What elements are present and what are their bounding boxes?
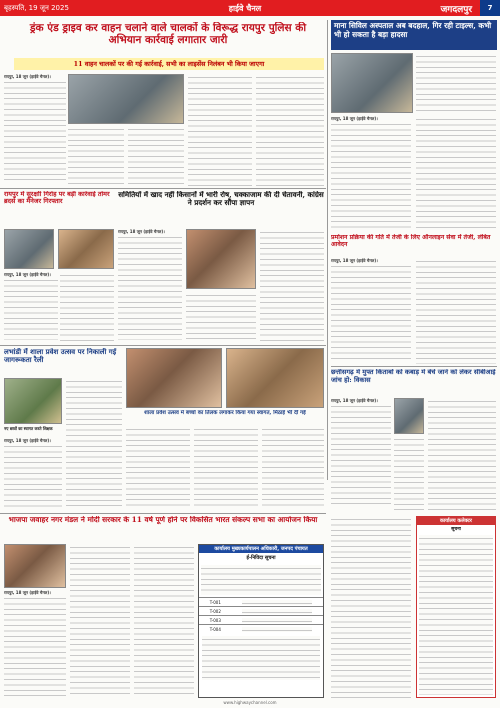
tender-notice	[198, 544, 324, 698]
promotion-text-col-1	[331, 258, 411, 364]
rally-text-col-2	[66, 378, 122, 510]
rally-photo-caption: नए छात्रों का स्वागत करते शिक्षक	[4, 426, 53, 431]
tender-row: T-001	[199, 597, 323, 606]
gang-photo-1	[4, 229, 54, 269]
tender-title: कार्यालय मुख्यकार्यपालन अधिकारी, जनपद पंचायत	[199, 545, 323, 553]
bjp-text-col-1	[4, 590, 66, 698]
books-portrait	[394, 398, 424, 434]
section-divider	[0, 188, 326, 189]
school-photo-2	[226, 348, 324, 408]
gang-headline: रायपुर में सुरक्षाी गिरोह पर बड़ी कार्रवाई तोमर ब्रदर्स का मैनेजर गिरफ्तार	[4, 191, 110, 206]
section-divider	[331, 366, 497, 367]
gang-text-col-1	[4, 272, 58, 342]
lead-headline: ड्रंक एंड ड्राइव कर वाहन चलाने वाले चालकों के विरूद्ध रायपुर पुलिस की अभियान कार्रवाई लगातार जारी	[29, 22, 307, 47]
paper-name: हाईवे चैनल	[228, 3, 262, 13]
farmers-photo	[186, 229, 256, 289]
right-bottom-text-col-1	[331, 516, 411, 698]
rally-text-col-1	[4, 438, 62, 510]
bjp-text-col-3	[134, 544, 194, 698]
gang-dateline: रायपुर, 18 जून (हाईवे चैनल)।	[4, 272, 51, 277]
gang-photo-2	[58, 229, 114, 269]
promotion-headline: प्रमोशन प्रक्रिया की गति में तेजी के लिए ऑनलाइन सेवा में तेजी, लंबित आवेदन	[331, 234, 491, 249]
books-text-col-2	[394, 436, 424, 510]
school-text-col-3	[262, 426, 324, 510]
section-divider	[0, 345, 326, 346]
section-divider	[0, 513, 326, 514]
right-top-dateline: रायपुर, 18 जून (हाईवे चैनल)।	[331, 116, 378, 121]
tender-row: T-002	[199, 606, 323, 615]
lead-banner: 11 वाहन चालकों पर की गई कार्रवाई, सभी का लाइसेंस निलंबन भी किया जाएगा	[14, 58, 324, 70]
lead-text-col-3	[128, 126, 184, 186]
school-text-col-1	[126, 426, 190, 510]
farmers-text-col-3	[260, 229, 324, 342]
rally-headline: लभांडी में शाला प्रवेश उत्सव पर निकाली गई जागरूकता रैली	[4, 348, 117, 365]
lead-text-col-4	[188, 74, 252, 186]
sidebar-subtitle: सूचना	[451, 527, 461, 532]
promotion-dateline: रायपुर, 18 जून (हाईवे चैनल)।	[331, 258, 378, 263]
books-headline: छत्तीसगढ़ में मुफ्त किताबों को कबाड़ में बेचे जाने को लेकर सीबीआई जांच हो: विकास	[331, 369, 496, 384]
right-top-text-col-3	[416, 116, 496, 231]
issue-date: बृहस्पति, 19 जून 2025	[4, 3, 69, 12]
lead-photo	[68, 74, 184, 124]
hospital-photo	[331, 53, 413, 113]
lead-text-col-1	[4, 74, 66, 186]
gang-text-col-2	[60, 272, 114, 342]
right-top-text-col-2	[331, 116, 411, 231]
school-photo-1	[126, 348, 222, 408]
page-number: 7	[480, 0, 500, 16]
tender-row: T-003	[199, 615, 323, 624]
promotion-text-col-2	[416, 258, 496, 364]
school-text-col-2	[194, 426, 258, 510]
sidebar-notice	[416, 516, 496, 698]
school-caption: शाला प्रवेश उत्सव में बच्चों का तिलक लगाकर किया गया स्वागत, मिठाई भी दी गई	[144, 410, 306, 416]
column-divider	[327, 20, 328, 480]
farmers-dateline: रायपुर, 18 जून (हाईवे चैनल)।	[118, 229, 165, 234]
farmers-headline: समितियों में खाद नहीं किसानों में भारी रोष, चक्काजाम की दी चेतावनी, कांग्रेस ने प्रदर्शन कर सौंपा ज्ञापन	[118, 191, 324, 208]
lead-text-col-5	[256, 74, 324, 186]
page-footer: www.highwaychannel.com	[223, 700, 277, 705]
books-dateline: रायपुर, 18 जून (हाईवे चैनल)।	[331, 398, 378, 403]
bjp-photo	[4, 544, 66, 588]
right-top-headline: माना सिविल अस्पताल अब बदहाल, गिर रही टाइल्स, कभी भी हो सकता है बड़ा हादसा	[331, 20, 497, 50]
tender-row: T-004	[199, 624, 323, 633]
books-text-col-3	[428, 398, 496, 510]
lead-text-col-2	[68, 126, 124, 186]
rally-dateline: रायपुर, 18 जून (हाईवे चैनल)।	[4, 438, 51, 443]
lead-dateline: रायपुर, 18 जून (हाईवे चैनल)।	[4, 74, 51, 79]
edition-city: जगदलपुर	[440, 4, 472, 15]
sidebar-title: कार्यालय कलेक्टर	[417, 517, 495, 525]
rally-photo	[4, 378, 62, 424]
tender-subtitle: ई-निविदा सूचना	[246, 555, 276, 561]
farmers-text-col-2	[186, 292, 256, 342]
books-text-col-1	[331, 398, 391, 510]
farmers-text-col-1	[118, 229, 182, 342]
bjp-text-col-2	[70, 544, 130, 698]
right-top-text-col-1	[416, 53, 496, 113]
bjp-headline: भाजपा जवाहर नगर मंडल ने मोदी सरकार के 11 वर्ष पूर्ण होने पर विकसित भारत संकल्प सभा का आयोजन किया	[8, 516, 318, 524]
bjp-dateline: रायपुर, 18 जून (हाईवे चैनल)।	[4, 590, 51, 595]
masthead-bar	[0, 0, 500, 16]
